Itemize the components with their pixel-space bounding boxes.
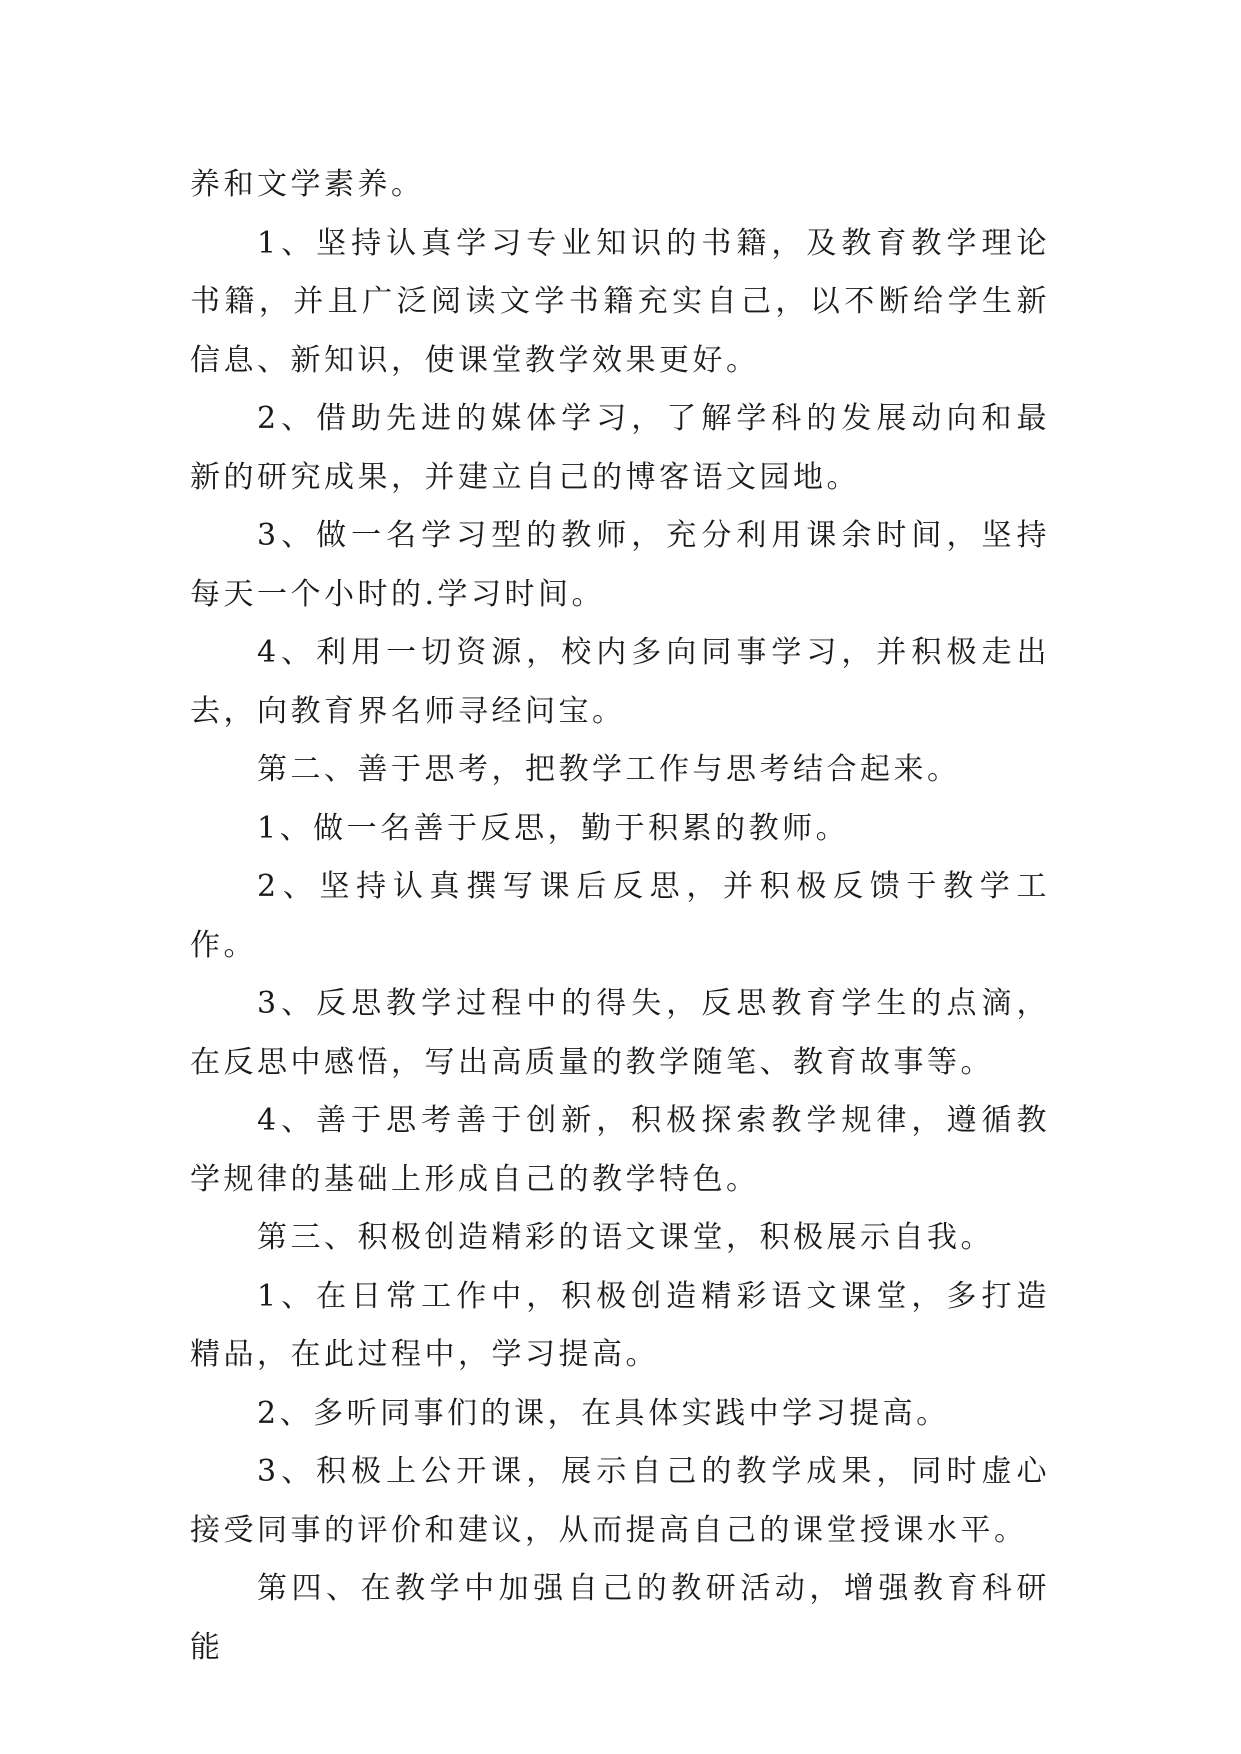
paragraph: 养和文学素养。 [190, 167, 425, 202]
section-heading: 第二、善于思考，把教学工作与思考结合起来。 [257, 752, 961, 787]
paragraph: 2、坚持认真撰写课后反思，并积极反馈于教学工作。 [190, 869, 1050, 963]
paragraph: 1、在日常工作中，积极创造精彩语文课堂，多打造精品，在此过程中，学习提高。 [190, 1278, 1050, 1372]
paragraph: 2、多听同事们的课，在具体实践中学习提高。 [257, 1395, 950, 1431]
paragraph: 1、坚持认真学习专业知识的书籍，及教育教学理论书籍，并且广泛阅读文学书籍充实自己，以不断给学生新信息、新知识，使课堂教学效果更好。 [190, 225, 1050, 378]
paragraph: 1、做一名善于反思，勤于积累的教师。 [257, 810, 850, 846]
document-body [190, 156, 1050, 1677]
paragraph: 4、善于思考善于创新，积极探索教学规律，遵循教学规律的基础上形成自己的教学特色。 [190, 1103, 1050, 1197]
paragraph: 2、借助先进的媒体学习，了解学科的发展动向和最新的研究成果，并建立自己的博客语文园地。 [190, 401, 1050, 495]
paragraph: 3、反思教学过程中的得失，反思教育学生的点滴，在反思中感悟，写出高质量的教学随笔、教育故事等。 [190, 986, 1050, 1080]
section-heading: 第三、积极创造精彩的语文课堂，积极展示自我。 [257, 1220, 994, 1255]
section-heading: 第四、在教学中加强自己的教研活动，增强教育科研能 [190, 1571, 1050, 1665]
paragraph: 4、利用一切资源，校内多向同事学习，并积极走出去，向教育界名师寻经问宝。 [190, 635, 1050, 729]
paragraph: 3、积极上公开课，展示自己的教学成果，同时虚心接受同事的评价和建议，从而提高自己的课堂授课水平。 [190, 1454, 1050, 1548]
paragraph: 3、做一名学习型的教师，充分利用课余时间，坚持每天一个小时的.学习时间。 [190, 518, 1050, 612]
